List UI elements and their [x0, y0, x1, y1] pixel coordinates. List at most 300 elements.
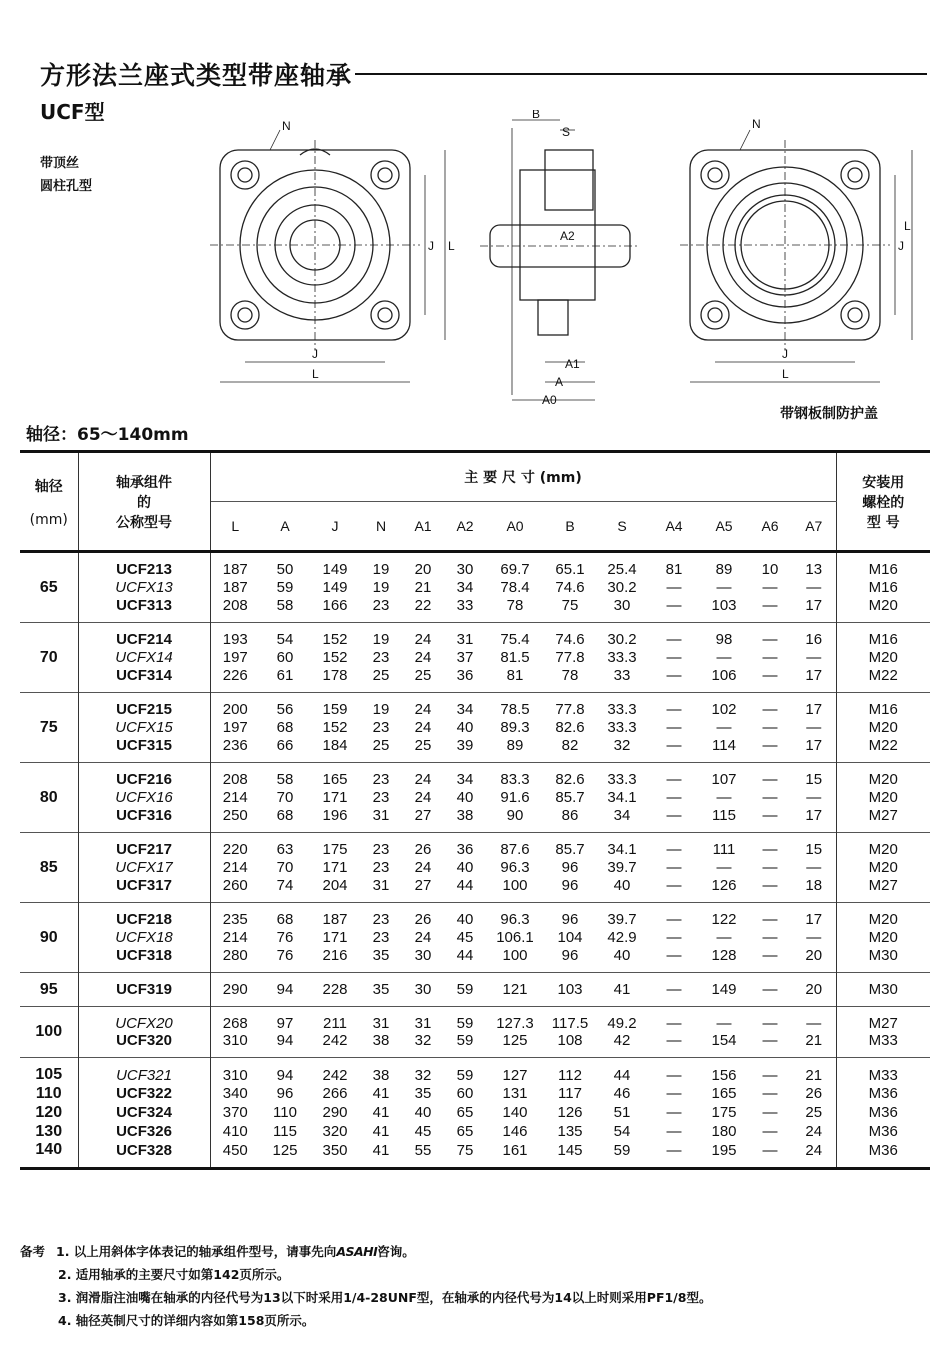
dim-value-cell: — [648, 1058, 700, 1085]
dim-value-cell: 211 [310, 1007, 360, 1033]
dim-value-cell: — [748, 903, 792, 929]
dim-value-cell: 30 [414, 947, 432, 964]
bolt-cell: M16 [836, 578, 930, 597]
dim-value-cell: 82.6 [555, 719, 585, 736]
dim-value-cell: 30 [402, 973, 444, 1007]
dim-value-cell: 21 [414, 579, 432, 596]
dim-value-cell: 59 [444, 1007, 486, 1033]
dim-value-cell: 39.7 [607, 859, 637, 876]
dim-value-cell: 410 [222, 1123, 248, 1140]
dim-value-cell: 83.3 [486, 763, 544, 789]
dim-value-cell: 156 [700, 1058, 748, 1085]
dim-label-a: A [555, 375, 564, 389]
dim-value-cell: — [748, 763, 792, 789]
dim-value-cell: 39 [456, 737, 474, 754]
table-row [20, 1122, 930, 1141]
dim-value-cell: — [762, 649, 778, 666]
dim-value-cell: 290 [210, 973, 260, 1007]
dim-value-cell: 31 [444, 623, 486, 649]
dim-value-cell: — [748, 623, 792, 649]
dim-value-cell: 94 [276, 1032, 294, 1049]
dim-value-cell: 216 [322, 947, 348, 964]
dim-value-cell: — [762, 737, 778, 754]
dim-value-cell: — [666, 947, 682, 964]
dim-value-cell: — [716, 719, 732, 736]
dim-value-cell: 290 [322, 1104, 348, 1121]
dim-value-cell: 75.4 [486, 623, 544, 649]
dim-value-cell: 96.3 [500, 859, 530, 876]
dim-value-cell: 65 [456, 1123, 474, 1140]
shaft-dia-cell: 80 [20, 763, 78, 833]
note-1a: 1. 以上用斜体字体表记的轴承组件型号，请事先向 [56, 1244, 337, 1259]
dim-value-cell: 175 [711, 1104, 737, 1121]
dim-value-cell: 65.1 [555, 561, 585, 578]
col-dim-header: A [280, 518, 290, 534]
dim-value-cell: 96 [561, 947, 579, 964]
dim-value-cell: 197 [222, 719, 248, 736]
dim-value-cell: 21 [792, 1058, 836, 1085]
shaft-dia-cell: 70 [20, 623, 78, 693]
table-row [20, 903, 930, 929]
dim-value-cell: 196 [322, 807, 348, 824]
dim-value-cell: 81 [665, 561, 683, 578]
dim-label-b: B [532, 110, 541, 121]
dim-value-cell: — [762, 597, 778, 614]
dim-value-cell: 96 [561, 877, 579, 894]
table-row [20, 928, 930, 947]
table-row [20, 1141, 930, 1169]
dim-value-cell: 96 [276, 1085, 294, 1102]
dim-value-cell: 94 [260, 1058, 310, 1085]
model-cell: UCFX16 [78, 788, 210, 807]
dim-value-cell: 63 [260, 833, 310, 859]
dim-value-cell: 24 [414, 859, 432, 876]
bolt-cell: M20 [836, 928, 930, 947]
col-dim-header: N [375, 518, 387, 534]
dim-value-cell: — [666, 929, 682, 946]
col-dim-header: J [331, 518, 339, 534]
model-type-heading: UCF型 [40, 100, 105, 124]
dim-value-cell: 42.9 [607, 929, 637, 946]
dim-value-cell: 31 [372, 807, 390, 824]
dim-value-cell: 22 [414, 597, 432, 614]
dim-value-cell: — [666, 1032, 682, 1049]
dim-value-cell: 74 [276, 877, 294, 894]
dim-value-cell: 106 [711, 667, 737, 684]
dim-value-cell: 35 [360, 973, 402, 1007]
dim-value-cell: 81.5 [500, 649, 530, 666]
model-cell: UCFX13 [78, 578, 210, 597]
bolt-cell: M36 [836, 1103, 930, 1122]
dim-value-cell: — [806, 929, 822, 946]
table-row [20, 788, 930, 807]
dim-value-cell: 20 [792, 973, 836, 1007]
dim-value-cell: — [648, 763, 700, 789]
model-cell: UCF313 [78, 597, 210, 623]
title-rule [355, 73, 927, 75]
dim-value-cell: 25 [414, 737, 432, 754]
table-row [20, 1032, 930, 1058]
dim-value-cell: 23 [360, 903, 402, 929]
dim-value-cell: 235 [210, 903, 260, 929]
shaft-dia-cell: 105 [20, 1058, 78, 1085]
dim-value-cell: — [648, 693, 700, 719]
dim-value-cell: 70 [276, 859, 294, 876]
bolt-cell: M16 [836, 623, 930, 649]
dim-value-cell: — [748, 833, 792, 859]
dim-value-cell: 171 [322, 859, 348, 876]
dim-value-cell: 152 [322, 719, 348, 736]
col-shaft-dia: 轴径 (mm) [20, 452, 78, 552]
col-dim-header: A4 [665, 518, 683, 534]
bolt-cell: M20 [836, 903, 930, 929]
dim-value-cell: 65 [456, 1104, 474, 1121]
dim-value-cell: 34 [444, 693, 486, 719]
dim-value-cell: 226 [222, 667, 248, 684]
dim-value-cell: 59 [276, 579, 294, 596]
dim-value-cell: 19 [360, 693, 402, 719]
dim-label-l2-bottom: L [782, 367, 789, 381]
dim-value-cell: — [748, 973, 792, 1007]
dim-value-cell: 117.5 [544, 1007, 596, 1033]
shaft-dia-cell: 65 [20, 552, 78, 623]
model-cell: UCF213 [78, 552, 210, 579]
dim-value-cell: 23 [372, 929, 390, 946]
model-cell: UCFX20 [78, 1007, 210, 1033]
dim-value-cell: 25 [414, 667, 432, 684]
bolt-cell: M20 [836, 763, 930, 789]
dim-value-cell: 115 [273, 1123, 297, 1140]
dim-value-cell: 125 [260, 1141, 310, 1169]
table-row [20, 667, 930, 693]
dim-value-cell: 41 [372, 1104, 390, 1121]
dim-value-cell: — [716, 649, 732, 666]
model-cell: UCF317 [78, 877, 210, 903]
dim-value-cell: 61 [276, 667, 294, 684]
col-dim-header: A6 [761, 518, 779, 534]
dim-value-cell: — [666, 1085, 682, 1102]
dim-value-cell: 107 [700, 763, 748, 789]
dim-value-cell: 350 [310, 1141, 360, 1169]
table-row [20, 833, 930, 859]
bearing-diagrams [200, 110, 920, 410]
dim-value-cell: — [762, 1085, 778, 1102]
model-cell: UCF319 [78, 973, 210, 1007]
dim-value-cell: 75 [561, 597, 579, 614]
dim-value-cell: 23 [372, 789, 390, 806]
dim-value-cell: 24 [402, 623, 444, 649]
dim-value-cell: 180 [711, 1123, 737, 1140]
dim-value-cell: 242 [322, 1032, 348, 1049]
dim-value-cell: — [762, 719, 778, 736]
dim-value-cell: 40 [456, 789, 474, 806]
table-row [20, 718, 930, 737]
table-row [20, 648, 930, 667]
dim-value-cell: 41 [372, 1123, 390, 1140]
dim-value-cell: 36 [444, 833, 486, 859]
shaft-dia-cell: 120 [20, 1103, 78, 1122]
dim-value-cell: 187 [222, 561, 248, 578]
dim-value-cell: 146 [502, 1123, 528, 1140]
dim-value-cell: — [762, 579, 778, 596]
dim-value-cell: 19 [372, 579, 390, 596]
dim-label-a0: A0 [542, 393, 557, 407]
dim-value-cell: — [762, 877, 778, 894]
dim-value-cell: 204 [322, 877, 348, 894]
dim-value-cell: — [748, 1007, 792, 1033]
dim-value-cell: — [792, 1007, 836, 1033]
dim-value-cell: 23 [372, 649, 390, 666]
dim-value-cell: 76 [276, 947, 294, 964]
model-cell: UCF315 [78, 737, 210, 763]
dim-value-cell: 310 [222, 1032, 248, 1049]
dim-value-cell: — [648, 1007, 700, 1033]
bolt-cell: M27 [836, 807, 930, 833]
dim-value-cell: 108 [557, 1032, 583, 1049]
dim-value-cell: — [666, 1104, 682, 1121]
bolt-cell: M36 [836, 1141, 930, 1169]
dim-value-cell: 23 [360, 833, 402, 859]
bolt-cell: M16 [836, 552, 930, 579]
dim-value-cell: 106.1 [496, 929, 534, 946]
dim-value-cell: 165 [310, 763, 360, 789]
shaft-dia-cell: 75 [20, 693, 78, 763]
dim-value-cell: 122 [700, 903, 748, 929]
dim-value-cell: 10 [761, 561, 779, 578]
dim-value-cell: 77.8 [544, 693, 596, 719]
dim-value-cell: 44 [456, 877, 474, 894]
dim-value-cell: 38 [372, 1032, 390, 1049]
model-cell: UCFX17 [78, 858, 210, 877]
shaft-dia-cell: 95 [20, 973, 78, 1007]
dim-value-cell: 77.8 [555, 649, 585, 666]
dim-value-cell: 35 [414, 1085, 432, 1102]
dim-value-cell: 33 [613, 667, 631, 684]
dim-value-cell: 24 [414, 789, 432, 806]
dim-value-cell: 39.7 [596, 903, 648, 929]
model-cell: UCF318 [78, 947, 210, 973]
dim-value-cell: 128 [711, 947, 737, 964]
model-cell: UCF326 [78, 1122, 210, 1141]
table-row [20, 973, 930, 1007]
dim-value-cell: — [806, 649, 822, 666]
dim-value-cell: 17 [792, 903, 836, 929]
dim-value-cell: 320 [322, 1123, 348, 1140]
dim-value-cell: 126 [557, 1104, 583, 1121]
dim-value-cell: 166 [322, 597, 348, 614]
dim-value-cell: 236 [222, 737, 248, 754]
dim-value-cell: 268 [210, 1007, 260, 1033]
dim-value-cell: 149 [700, 973, 748, 1007]
dim-value-cell: 33.3 [607, 719, 637, 736]
model-cell: UCFX18 [78, 928, 210, 947]
dim-value-cell: 250 [222, 807, 248, 824]
dim-value-cell: 165 [711, 1085, 737, 1102]
dim-value-cell: — [648, 623, 700, 649]
dim-value-cell: — [762, 929, 778, 946]
dim-value-cell: 340 [222, 1085, 248, 1102]
dim-value-cell: 228 [310, 973, 360, 1007]
dim-value-cell: 30 [613, 597, 631, 614]
dim-value-cell: 220 [210, 833, 260, 859]
dim-value-cell: 87.6 [486, 833, 544, 859]
bolt-cell: M33 [836, 1032, 930, 1058]
bolt-cell: M30 [836, 973, 930, 1007]
dim-value-cell: 25 [372, 667, 390, 684]
dim-value-cell: 175 [310, 833, 360, 859]
dim-value-cell: 94 [260, 973, 310, 1007]
dim-value-cell: 30 [456, 561, 474, 578]
col-dim-header: A5 [715, 518, 733, 534]
dim-value-cell: 20 [805, 947, 823, 964]
dim-value-cell: 96 [561, 859, 579, 876]
dim-value-cell: 44 [596, 1058, 648, 1085]
dim-value-cell: 59 [596, 1141, 648, 1169]
dim-value-cell: — [648, 1141, 700, 1169]
dim-value-cell: — [748, 1141, 792, 1169]
dim-value-cell: 40 [414, 1104, 432, 1121]
shaft-range-label: 轴径：65～140mm [26, 425, 189, 445]
dim-value-cell: 195 [700, 1141, 748, 1169]
dim-value-cell: 154 [711, 1032, 737, 1049]
dim-value-cell: 26 [402, 903, 444, 929]
dim-label-l: L [448, 239, 455, 253]
dim-value-cell: 58 [260, 763, 310, 789]
dim-value-cell: 214 [222, 789, 248, 806]
dim-value-cell: 15 [792, 833, 836, 859]
table-row [20, 858, 930, 877]
dim-value-cell: 98 [700, 623, 748, 649]
dim-value-cell: 149 [322, 561, 348, 578]
table-row [20, 947, 930, 973]
dim-value-cell: 96 [544, 903, 596, 929]
dim-label-a1: A1 [565, 357, 580, 371]
col-dim-header: A0 [506, 518, 524, 534]
dim-value-cell: — [666, 1123, 682, 1140]
dim-value-cell: 100 [502, 947, 528, 964]
bolt-cell: M27 [836, 1007, 930, 1033]
dim-value-cell: 91.6 [500, 789, 530, 806]
dim-value-cell: 25.4 [607, 561, 637, 578]
dim-value-cell: 90 [506, 807, 524, 824]
dim-value-cell: 34.1 [596, 833, 648, 859]
asahi-logo: ASAHI [336, 1244, 378, 1259]
page-title: 方形法兰座式类型带座轴承 [40, 61, 353, 90]
dim-value-cell: — [666, 719, 682, 736]
dim-value-cell: 69.7 [500, 561, 530, 578]
dim-value-cell: 81 [506, 667, 524, 684]
dim-value-cell: 208 [222, 597, 248, 614]
dim-value-cell: — [648, 903, 700, 929]
model-cell: UCF216 [78, 763, 210, 789]
dim-value-cell: — [762, 807, 778, 824]
dim-value-cell: 38 [360, 1058, 402, 1085]
dim-value-cell: 56 [260, 693, 310, 719]
dim-value-cell: — [762, 667, 778, 684]
dim-value-cell: 17 [792, 693, 836, 719]
dim-value-cell: 30.2 [596, 623, 648, 649]
shaft-dia-cell: 140 [20, 1141, 78, 1169]
dim-value-cell: — [762, 1104, 778, 1121]
dim-value-cell: 68 [276, 807, 294, 824]
bolt-cell: M27 [836, 877, 930, 903]
dim-value-cell: — [648, 973, 700, 1007]
dim-label-l2: L [904, 219, 911, 233]
dim-value-cell: 51 [613, 1104, 631, 1121]
dim-value-cell: 23 [360, 763, 402, 789]
dim-value-cell: 214 [222, 859, 248, 876]
bolt-cell: M20 [836, 597, 930, 623]
model-cell: UCF320 [78, 1032, 210, 1058]
dim-value-cell: 68 [276, 719, 294, 736]
dim-value-cell: 74.6 [555, 579, 585, 596]
dim-value-cell: 78.4 [500, 579, 530, 596]
dim-value-cell: 31 [360, 1007, 402, 1033]
dim-value-cell: 34.1 [607, 789, 637, 806]
model-cell: UCF316 [78, 807, 210, 833]
dim-value-cell: 18 [805, 877, 823, 894]
table-row [20, 877, 930, 903]
dim-value-cell: 161 [486, 1141, 544, 1169]
col-dim-header: B [565, 518, 575, 534]
shaft-dia-cell: 85 [20, 833, 78, 903]
col-assembly-model: 轴承组件 的 公称型号 [78, 452, 210, 552]
dim-value-cell: 27 [414, 877, 432, 894]
dim-value-cell: 31 [372, 877, 390, 894]
dim-value-cell: — [716, 929, 732, 946]
cover-caption: 带钢板制防护盖 [780, 406, 878, 422]
dim-value-cell: — [762, 1032, 778, 1049]
dim-value-cell: 33.3 [596, 693, 648, 719]
dim-value-cell: 85.7 [555, 789, 585, 806]
dim-value-cell: 78 [506, 597, 524, 614]
dim-value-cell: 100 [502, 877, 528, 894]
dim-value-cell: 135 [557, 1123, 583, 1140]
dim-value-cell: 280 [222, 947, 248, 964]
dim-value-cell: 74.6 [544, 623, 596, 649]
bolt-cell: M20 [836, 648, 930, 667]
dim-value-cell: 40 [613, 877, 631, 894]
table-row [20, 552, 930, 579]
dim-value-cell: 34 [456, 579, 474, 596]
dim-value-cell: 40 [613, 947, 631, 964]
dim-value-cell: 26 [402, 833, 444, 859]
table-row [20, 1007, 930, 1033]
dim-value-cell: 184 [322, 737, 348, 754]
dim-value-cell: 34 [613, 807, 631, 824]
col-dim-header: S [617, 518, 627, 534]
bolt-cell: M20 [836, 858, 930, 877]
shaft-dia-cell: 130 [20, 1122, 78, 1141]
dim-value-cell: 75 [444, 1141, 486, 1169]
dim-value-cell: 33 [456, 597, 474, 614]
dim-value-cell: 45 [414, 1123, 432, 1140]
dim-value-cell: 200 [210, 693, 260, 719]
dim-value-cell: 24 [805, 1123, 823, 1140]
dim-value-cell: 149 [322, 579, 348, 596]
dim-value-cell: 54 [613, 1123, 631, 1140]
dim-value-cell: 103 [711, 597, 737, 614]
dim-value-cell: 59 [444, 973, 486, 1007]
table-row [20, 807, 930, 833]
dim-value-cell: 30.2 [607, 579, 637, 596]
dim-value-cell: 242 [310, 1058, 360, 1085]
dim-value-cell: 33.3 [596, 763, 648, 789]
dim-value-cell: 32 [414, 1032, 432, 1049]
dim-value-cell: — [666, 859, 682, 876]
dim-value-cell: 89.3 [500, 719, 530, 736]
bolt-cell: M20 [836, 788, 930, 807]
